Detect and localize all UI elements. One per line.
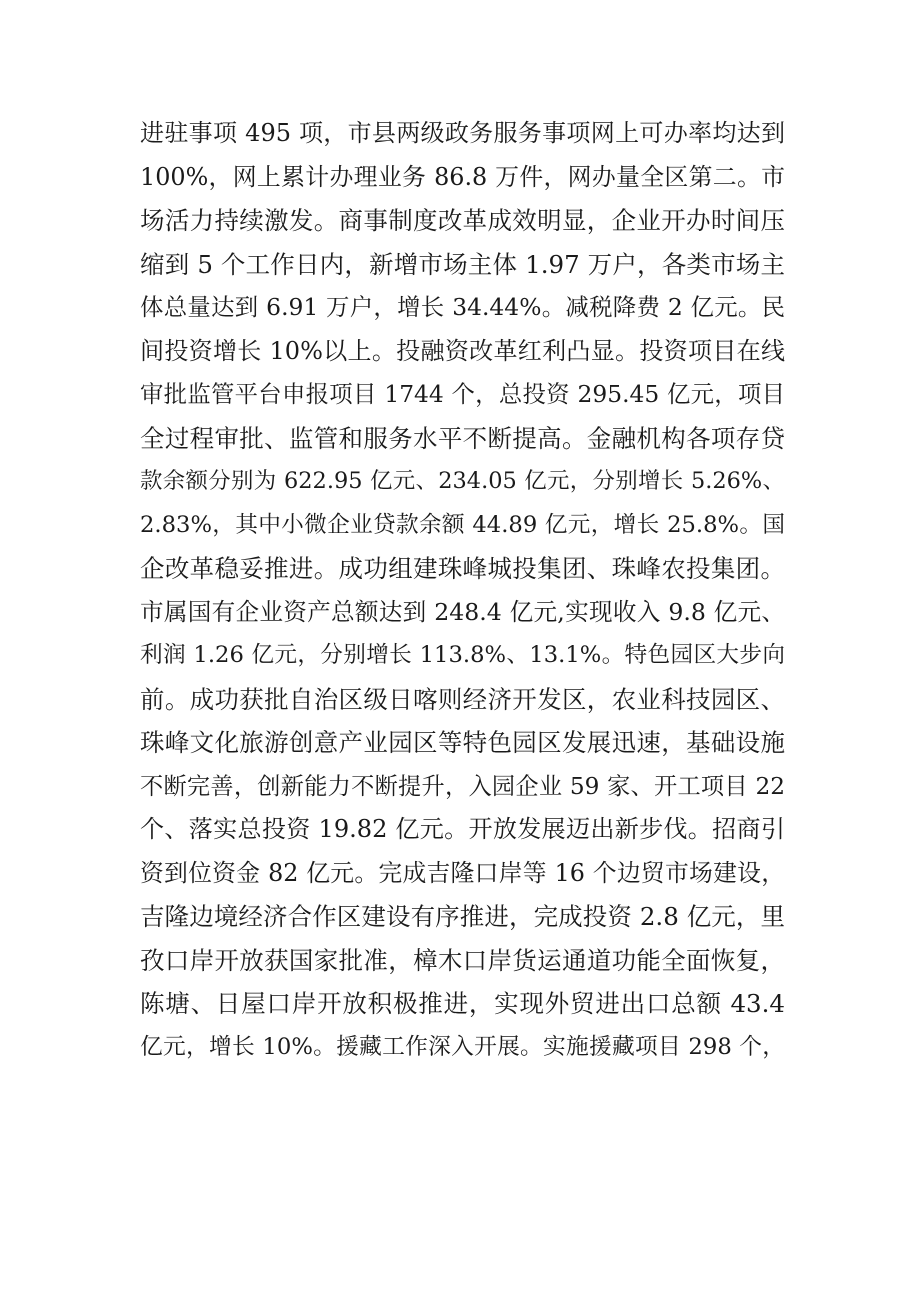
text-line-2: 100%，网上累计办理业务 86.8 万件，网办量全区第二。市 — [140, 162, 785, 191]
text-line-8: 全过程审批、监管和服务水平不断提高。金融机构各项存贷 — [140, 423, 785, 453]
text-line-22: 亿元，增长 10%。援藏工作深入开展。实施援藏项目 298 个， — [140, 1033, 785, 1060]
text-line-21: 陈塘、日屋口岸开放积极推进，实现外贸进出口总额 43.4 — [140, 989, 785, 1018]
text-line-19: 吉隆边境经济合作区建设有序推进，完成投资 2.8 亿元，里 — [140, 902, 785, 931]
text-line-10: 2.83%，其中小微企业贷款余额 44.89 亿元，增长 25.8%。国 — [140, 511, 785, 538]
text-line-17: 个、落实总投资 19.82 亿元。开放发展迈出新步伐。招商引 — [140, 815, 785, 843]
text-line-11: 企改革稳妥推进。成功组建珠峰城投集团、珠峰农投集团。 — [140, 554, 785, 583]
text-line-3: 场活力持续激发。商事制度改革成效明显，企业开办时间压 — [140, 206, 785, 235]
text-line-5: 体总量达到 6.91 万户，增长 34.44%。减税降费 2 亿元。民 — [140, 293, 785, 321]
text-line-6: 间投资增长 10%以上。投融资改革红利凸显。投资项目在线 — [140, 336, 785, 365]
text-line-20: 孜口岸开放获国家批准，樟木口岸货运通道功能全面恢复， — [140, 945, 785, 975]
text-line-9: 款余额分别为 622.95 亿元、234.05 亿元，分别增长 5.26%、 — [140, 468, 785, 494]
text-line-18: 资到位资金 82 亿元。完成吉隆口岸等 16 个边贸市场建设， — [140, 858, 785, 887]
text-line-16: 不断完善，创新能力不断提升，入园企业 59 家、开工项目 22 — [140, 772, 785, 800]
text-line-1: 进驻事项 495 项，市县两级政务服务事项网上可办率均达到 — [140, 119, 785, 147]
text-line-13: 利润 1.26 亿元，分别增长 113.8%、13.1%。特色园区大步向 — [140, 642, 785, 668]
text-line-12: 市属国有企业资产总额达到 248.4 亿元,实现收入 9.8 亿元、 — [140, 597, 785, 626]
text-line-7: 审批监管平台申报项目 1744 个，总投资 295.45 亿元，项目 — [140, 380, 785, 408]
text-line-15: 珠峰文化旅游创意产业园区等特色园区发展迅速，基础设施 — [140, 728, 785, 757]
text-line-4: 缩到 5 个工作日内，新增市场主体 1.97 万户，各类市场主 — [140, 249, 785, 279]
text-line-14: 前。成功获批自治区级日喀则经济开发区，农业科技园区、 — [140, 684, 785, 714]
body-text — [140, 112, 785, 1069]
